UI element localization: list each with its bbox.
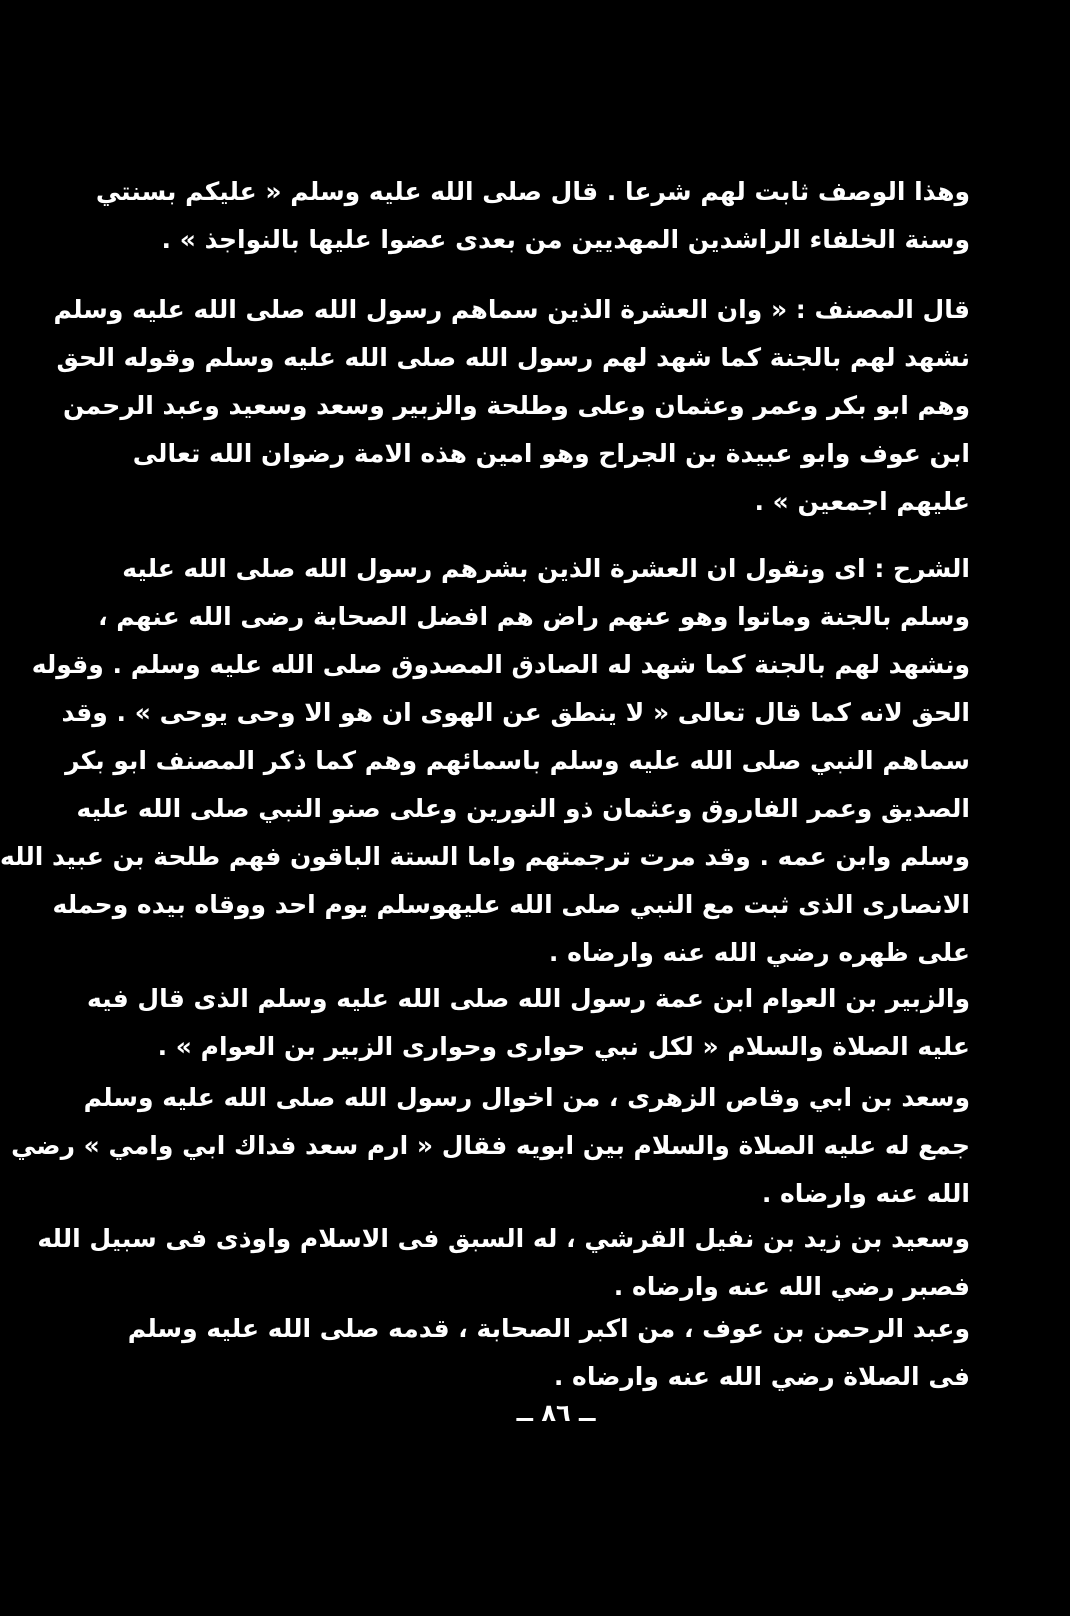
paragraph-line: عليهم اجمعين » . bbox=[754, 487, 970, 516]
paragraph-3 bbox=[0, 545, 970, 977]
paragraph-line: الله عنه وارضاه . bbox=[761, 1179, 970, 1208]
paragraph-line: نشهد لهم بالجنة كما شهد لهم رسول الله صلى الله عليه وسلم وقوله الحق bbox=[56, 343, 970, 372]
paragraph-line: وهم ابو بكر وعمر وعثمان وعلى وطلحة والزبير وسعد وسعيد وعبد الرحمن bbox=[63, 391, 970, 420]
paragraph-line: جمع له عليه الصلاة والسلام بين ابويه فقال « ارم سعد فداك ابي وامي » رضي bbox=[11, 1131, 970, 1160]
paragraph-line: ونشهد لهم بالجنة كما شهد له الصادق المصدوق صلى الله عليه وسلم . وقوله bbox=[31, 650, 970, 679]
paragraph-line: قال المصنف : « وان العشرة الذين سماهم رسول الله صلى الله عليه وسلم bbox=[53, 295, 970, 324]
paragraph-line: وسلم وابن عمه . وقد مرت ترجمتهم واما الستة الباقون فهم طلحة بن عبيد الله bbox=[0, 842, 970, 871]
paragraph-line: وسلم بالجنة وماتوا وهو عنهم راض هم افضل الصحابة رضى الله عنهم ، bbox=[98, 602, 970, 631]
paragraph-2 bbox=[53, 286, 970, 526]
paragraph-1 bbox=[95, 168, 970, 264]
paragraph-line: فصبر رضي الله عنه وارضاه . bbox=[613, 1272, 970, 1301]
paragraph-line: الشرح : اى ونقول ان العشرة الذين بشرهم رسول الله صلى الله عليه bbox=[122, 554, 970, 583]
paragraph-7 bbox=[127, 1305, 970, 1401]
page-number: ــ ٨٦ ــ bbox=[516, 1399, 596, 1427]
paragraph-line: الصديق وعمر الفاروق وعثمان ذو النورين وعلى صنو النبي صلى الله عليه bbox=[76, 794, 970, 823]
paragraph-line: وعبد الرحمن بن عوف ، من اكبر الصحابة ، قدمه صلى الله عليه وسلم bbox=[127, 1314, 970, 1343]
paragraph-line: الانصارى الذى ثبت مع النبي صلى الله عليهوسلم يوم احد ووقاه بيده وحمله bbox=[52, 890, 970, 919]
paragraph-line: وسنة الخلفاء الراشدين المهديين من بعدى عضوا عليها بالنواجذ » . bbox=[161, 225, 970, 254]
paragraph-line: على ظهره رضي الله عنه وارضاه . bbox=[548, 938, 970, 967]
paragraph-line: وهذا الوصف ثابت لهم شرعا . قال صلى الله عليه وسلم « عليكم بسنتي bbox=[95, 177, 970, 206]
paragraph-5 bbox=[11, 1074, 970, 1218]
paragraph-line: فى الصلاة رضي الله عنه وارضاه . bbox=[553, 1362, 970, 1391]
paragraph-6 bbox=[37, 1215, 970, 1311]
paragraph-line: والزبير بن العوام ابن عمة رسول الله صلى الله عليه وسلم الذى قال فيه bbox=[86, 984, 970, 1013]
paragraph-line: وسعد بن ابي وقاص الزهرى ، من اخوال رسول الله صلى الله عليه وسلم bbox=[83, 1083, 970, 1112]
paragraph-line: سماهم النبي صلى الله عليه وسلم باسمائهم وهم كما ذكر المصنف ابو بكر bbox=[65, 746, 970, 775]
paragraph-line: الحق لانه كما قال تعالى « لا ينطق عن الهوى ان هو الا وحى يوحى » . وقد bbox=[61, 698, 970, 727]
paragraph-line: وسعيد بن زيد بن نفيل القرشي ، له السبق فى الاسلام واوذى فى سبيل الله bbox=[37, 1224, 970, 1253]
paragraph-4 bbox=[86, 975, 970, 1071]
paragraph-line: ابن عوف وابو عبيدة بن الجراح وهو امين هذه الامة رضوان الله تعالى bbox=[132, 439, 970, 468]
paragraph-line: عليه الصلاة والسلام « لكل نبي حوارى وحوارى الزبير بن العوام » . bbox=[157, 1032, 970, 1061]
